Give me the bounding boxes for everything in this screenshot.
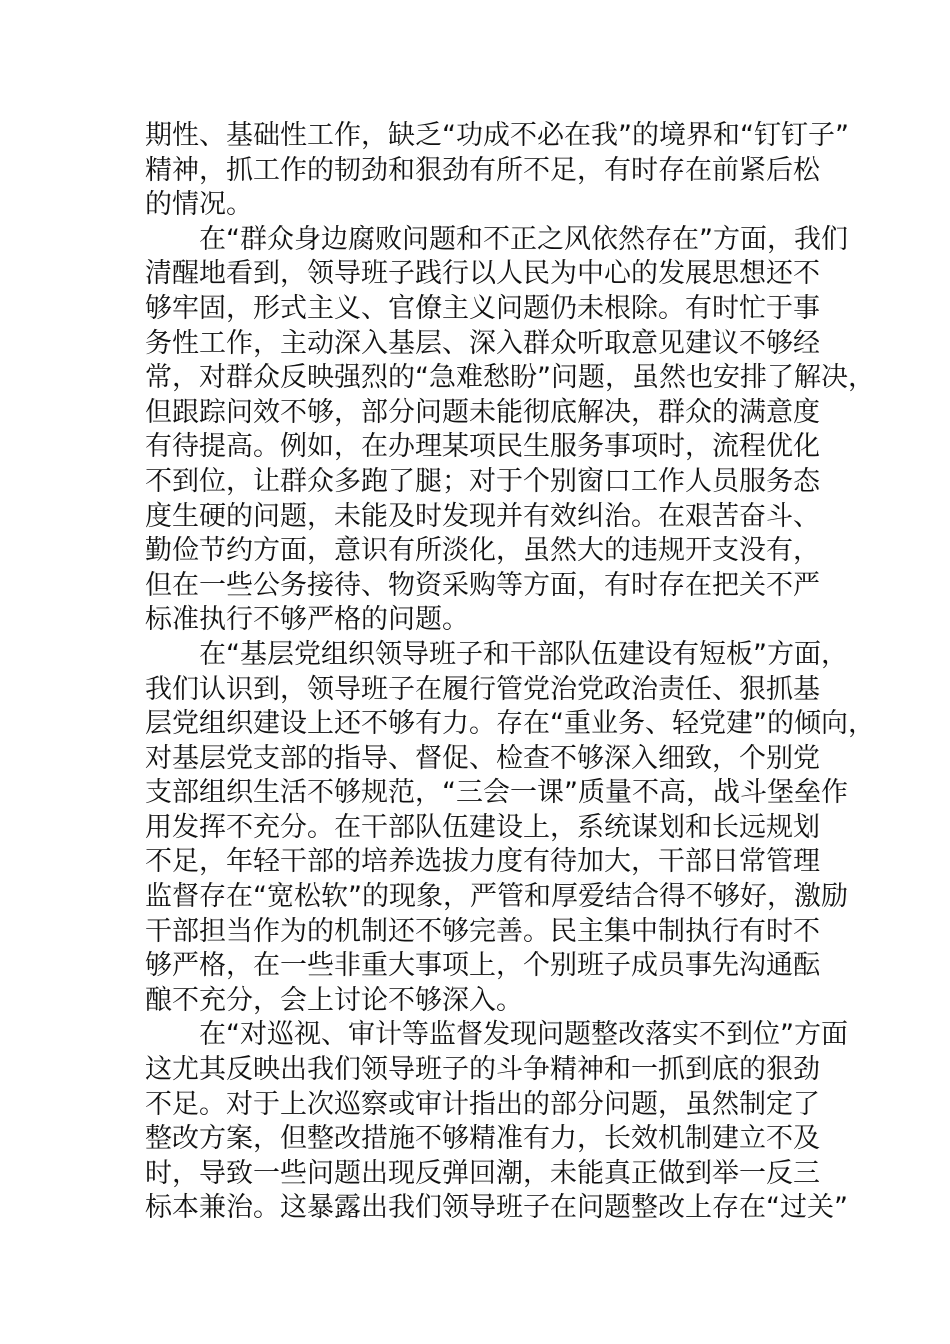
- text-line: 的情况。: [145, 189, 253, 221]
- text-line: 支部组织生活不够规范，“三会一课”质量不高，战斗堡垒作: [145, 777, 848, 809]
- text-line: 但在一些公务接待、物资采购等方面，有时存在把关不严: [145, 569, 820, 601]
- text-line: 对基层党支部的指导、督促、检查不够深入细致，个别党: [145, 742, 820, 774]
- text-line: 监督存在“宽松软”的现象，严管和厚爱结合得不够好，激励: [145, 881, 848, 913]
- text-line: 干部担当作为的机制还不够完善。民主集中制执行有时不: [145, 915, 820, 947]
- text-line: 用发挥不充分。在干部队伍建设上，系统谋划和长远规划: [145, 811, 820, 843]
- text-line: 期性、基础性工作，缺乏“功成不必在我”的境界和“钉钉子”: [145, 120, 849, 151]
- text-line: 有待提高。例如，在办理某项民生服务事项时，流程优化: [145, 431, 820, 463]
- text-line: 但跟踪问效不够，部分问题未能彻底解决，群众的满意度: [145, 396, 820, 428]
- text-line: 够严格，在一些非重大事项上，个别班子成员事先沟通酝: [145, 950, 820, 982]
- text-line: 酿不充分，会上讨论不够深入。: [145, 984, 523, 1016]
- text-line: 整改方案，但整改措施不够精准有力，长效机制建立不及: [145, 1123, 820, 1155]
- text-line: 不足。对于上次巡察或审计指出的部分问题，虽然制定了: [145, 1088, 820, 1120]
- text-line: 勤俭节约方面，意识有所淡化，虽然大的违规开支没有，: [145, 535, 820, 567]
- text-line: 标本兼治。这暴露出我们领导班子在问题整改上存在“过关”: [145, 1192, 848, 1224]
- text-line: 常，对群众反映强烈的“急难愁盼”问题，虽然也安排了解决，: [145, 362, 875, 394]
- text-line: 我们认识到，领导班子在履行管党治党政治责任、狠抓基: [145, 673, 820, 705]
- paragraph-first-line: 在“对巡视、审计等监督发现问题整改落实不到位”方面: [199, 1019, 848, 1051]
- text-line: 不足，年轻干部的培养选拔力度有待加大，干部日常管理: [145, 846, 820, 878]
- text-line: 这尤其反映出我们领导班子的斗争精神和一抓到底的狠劲: [145, 1054, 820, 1086]
- text-line: 度生硬的问题，未能及时发现并有效纠治。在艰苦奋斗、: [145, 500, 820, 532]
- text-line: 不到位，让群众多跑了腿；对于个别窗口工作人员服务态: [145, 465, 820, 497]
- text-line: 层党组织建设上还不够有力。存在“重业务、轻党建”的倾向，: [145, 708, 875, 740]
- text-line: 标准执行不够严格的问题。: [145, 604, 469, 636]
- text-line: 清醒地看到，领导班子践行以人民为中心的发展思想还不: [145, 258, 820, 290]
- paragraph-first-line: 在“基层党组织领导班子和干部队伍建设有短板”方面，: [199, 638, 848, 670]
- body-text: [145, 119, 875, 1226]
- paragraph-first-line: 在“群众身边腐败问题和不正之风依然存在”方面，我们: [199, 223, 848, 255]
- text-line: 时，导致一些问题出现反弹回潮，未能真正做到举一反三: [145, 1157, 820, 1189]
- text-line: 够牢固，形式主义、官僚主义问题仍未根除。有时忙于事: [145, 292, 820, 324]
- text-line: 精神，抓工作的韧劲和狠劲有所不足，有时存在前紧后松: [145, 154, 820, 186]
- text-line: 务性工作，主动深入基层、深入群众听取意见建议不够经: [145, 327, 820, 359]
